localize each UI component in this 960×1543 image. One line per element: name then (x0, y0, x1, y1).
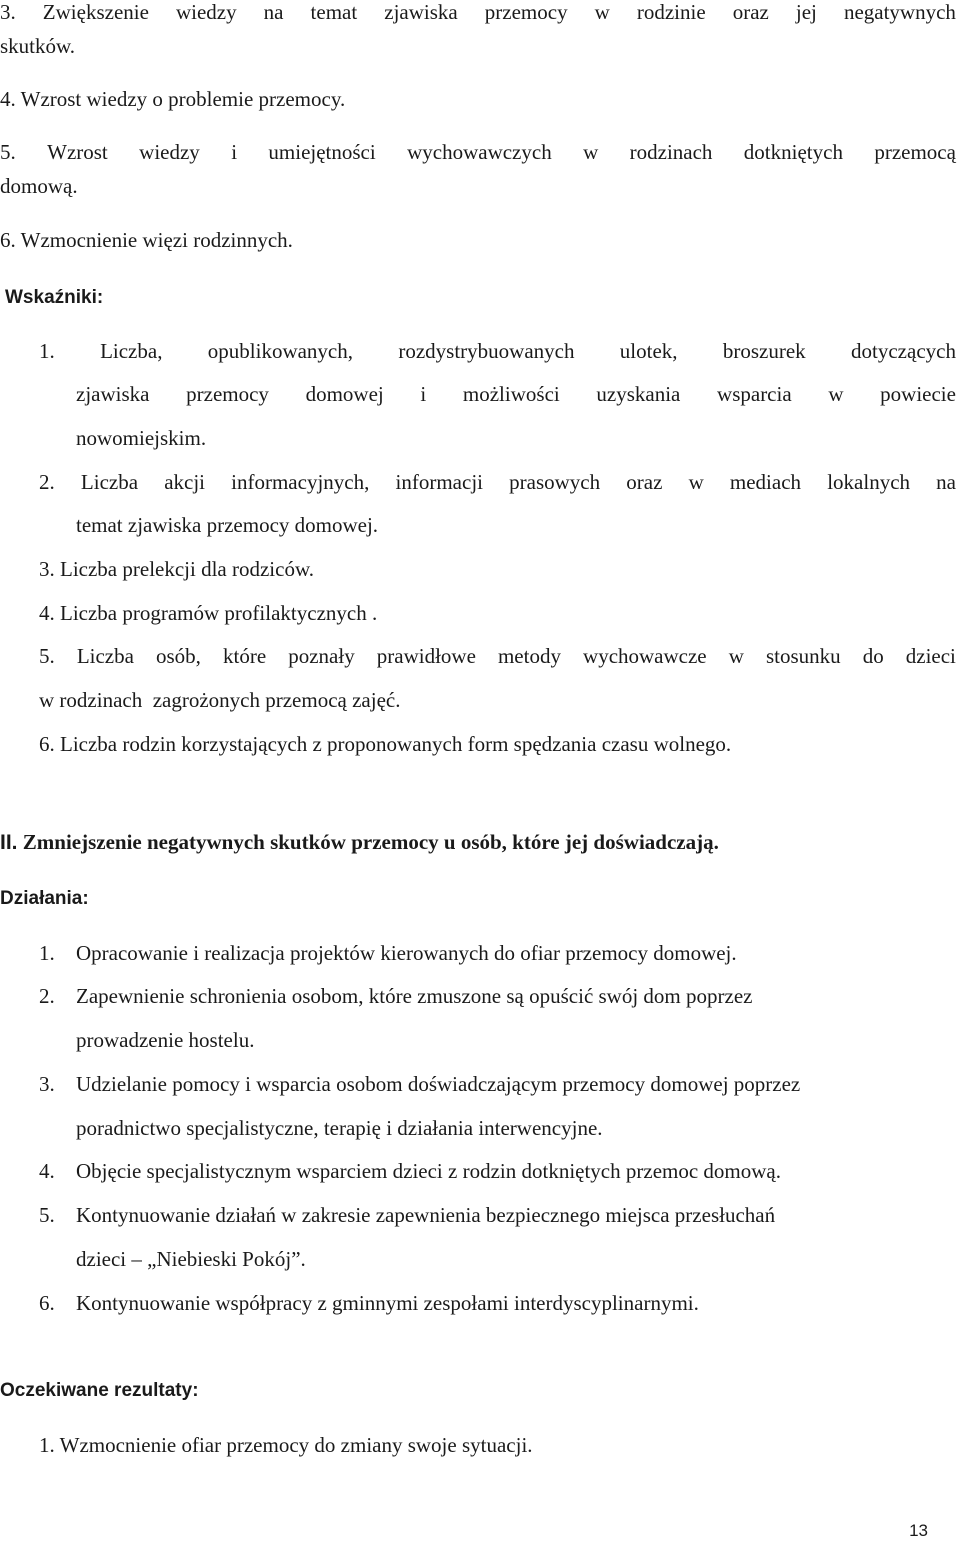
word: dotkniętych (743, 140, 843, 164)
justified-line (39, 646, 956, 667)
list-item-cont: poradnictwo specjalistyczne, terapię i działania interwencyjne. (76, 1116, 603, 1140)
word: w (828, 382, 844, 406)
results-heading: Oczekiwane rezultaty: (0, 1380, 199, 1401)
word: ulotek, (619, 339, 678, 363)
text-line: skutków. (0, 34, 76, 58)
text-line: nowomiejskim. (76, 426, 207, 450)
word: rodzinach (629, 140, 713, 164)
text-line: domową. (0, 174, 78, 198)
word: rodzinie (636, 0, 706, 24)
justified-line (76, 384, 956, 405)
word: i (420, 382, 427, 406)
word: powiecie (880, 382, 956, 406)
word: wiedzy (175, 0, 237, 24)
word: dzieci (905, 644, 956, 668)
word: przemocy (186, 382, 269, 406)
word: domowej (305, 382, 384, 406)
word: oraz (732, 0, 769, 24)
word: temat (310, 0, 358, 24)
word: umiejętności (268, 140, 376, 164)
section-heading (0, 832, 719, 853)
page-number: 13 (909, 1521, 928, 1540)
word: Liczba, (100, 339, 163, 363)
word: 5. (39, 644, 55, 668)
word: 1. (39, 339, 55, 363)
word: dotyczących (851, 339, 956, 363)
word: przemocą (874, 140, 956, 164)
word: na (263, 0, 284, 24)
word: wychowawczych (407, 140, 552, 164)
word: negatywnych (843, 0, 956, 24)
word: w (728, 644, 744, 668)
word: rozdystrybuowanych (398, 339, 575, 363)
section-numeral: II. (0, 831, 18, 854)
list-item: Zapewnienie schronienia osobom, które zmuszone są opuścić swój dom poprzez (76, 984, 753, 1008)
word: 3. (0, 0, 16, 24)
word: na (936, 470, 956, 494)
word: metody (497, 644, 561, 668)
list-number: 3. (39, 1072, 55, 1096)
word: Liczba (80, 470, 139, 494)
word: oraz (626, 470, 663, 494)
word: przemocy (484, 0, 568, 24)
text-line: temat zjawiska przemocy domowej. (76, 513, 379, 537)
word: prasowych (509, 470, 601, 494)
word: opublikowanych, (207, 339, 354, 363)
word: wsparcia (717, 382, 792, 406)
word: wychowawcze (583, 644, 707, 668)
list-number: 2. (39, 984, 55, 1008)
justified-line (0, 2, 956, 23)
word: 5. (0, 140, 16, 164)
word: zjawiska (384, 0, 458, 24)
text-line: 4. Liczba programów profilaktycznych . (39, 601, 378, 625)
word: Liczba (76, 644, 134, 668)
word: informacyjnych, (231, 470, 370, 494)
word: akcji (164, 470, 205, 494)
word: w (583, 140, 599, 164)
actions-heading: Działania: (0, 888, 89, 909)
text-line: 1. Wzmocnienie ofiar przemocy do zmiany swoje sytuacji. (39, 1433, 533, 1457)
word: które (223, 644, 267, 668)
word: uzyskania (596, 382, 681, 406)
word: zjawiska (76, 382, 150, 406)
word: Zwiększenie (42, 0, 149, 24)
list-number: 5. (39, 1203, 55, 1227)
list-item: Objęcie specjalistycznym wsparciem dzieci z rodzin dotkniętych przemoc domową. (76, 1159, 781, 1183)
word: prawidłowe (376, 644, 476, 668)
word: jej (795, 0, 817, 24)
list-item-cont: prowadzenie hostelu. (76, 1028, 255, 1052)
text-line: 4. Wzrost wiedzy o problemie przemocy. (0, 87, 346, 111)
word: do (862, 644, 884, 668)
list-number: 6. (39, 1291, 55, 1315)
word: lokalnych (827, 470, 911, 494)
text-line: w rodzinach zagrożonych przemocą zajęć. (39, 688, 401, 712)
list-item: Opracowanie i realizacja projektów kierowanych do ofiar przemocy domowej. (76, 941, 737, 965)
word: możliwości (462, 382, 560, 406)
list-item: Udzielanie pomocy i wsparcia osobom doświadczającym przemocy domowej poprzez (76, 1072, 801, 1096)
word: wiedzy (139, 140, 200, 164)
justified-line (39, 341, 956, 362)
word: broszurek (722, 339, 806, 363)
indicators-heading: Wskaźniki: (5, 287, 104, 308)
justified-line (0, 142, 956, 163)
text-line: 6. Wzmocnienie więzi rodzinnych. (0, 228, 293, 252)
text-line: 6. Liczba rodzin korzystających z proponowanych form spędzania czasu wolnego. (39, 732, 732, 756)
word: stosunku (765, 644, 841, 668)
list-item-cont: dzieci – „Niebieski Pokój”. (76, 1247, 306, 1271)
list-number: 4. (39, 1159, 55, 1183)
word: mediach (729, 470, 802, 494)
word: w (688, 470, 704, 494)
list-item: Kontynuowanie współpracy z gminnymi zespołami interdyscyplinarnymi. (76, 1291, 699, 1315)
word: poznały (288, 644, 355, 668)
word: informacji (395, 470, 483, 494)
word: Wzrost (47, 140, 108, 164)
justified-line (39, 472, 956, 493)
section-title: Zmniejszenie negatywnych skutków przemocy u osób, które jej doświadczają. (17, 830, 719, 854)
list-number: 1. (39, 941, 55, 965)
text-line: 3. Liczba prelekcji dla rodziców. (39, 557, 315, 581)
word: i (231, 140, 238, 164)
list-item: Kontynuowanie działań w zakresie zapewnienia bezpiecznego miejsca przesłuchań (76, 1203, 776, 1227)
word: osób, (156, 644, 201, 668)
word: w (594, 0, 610, 24)
word: 2. (39, 470, 55, 494)
